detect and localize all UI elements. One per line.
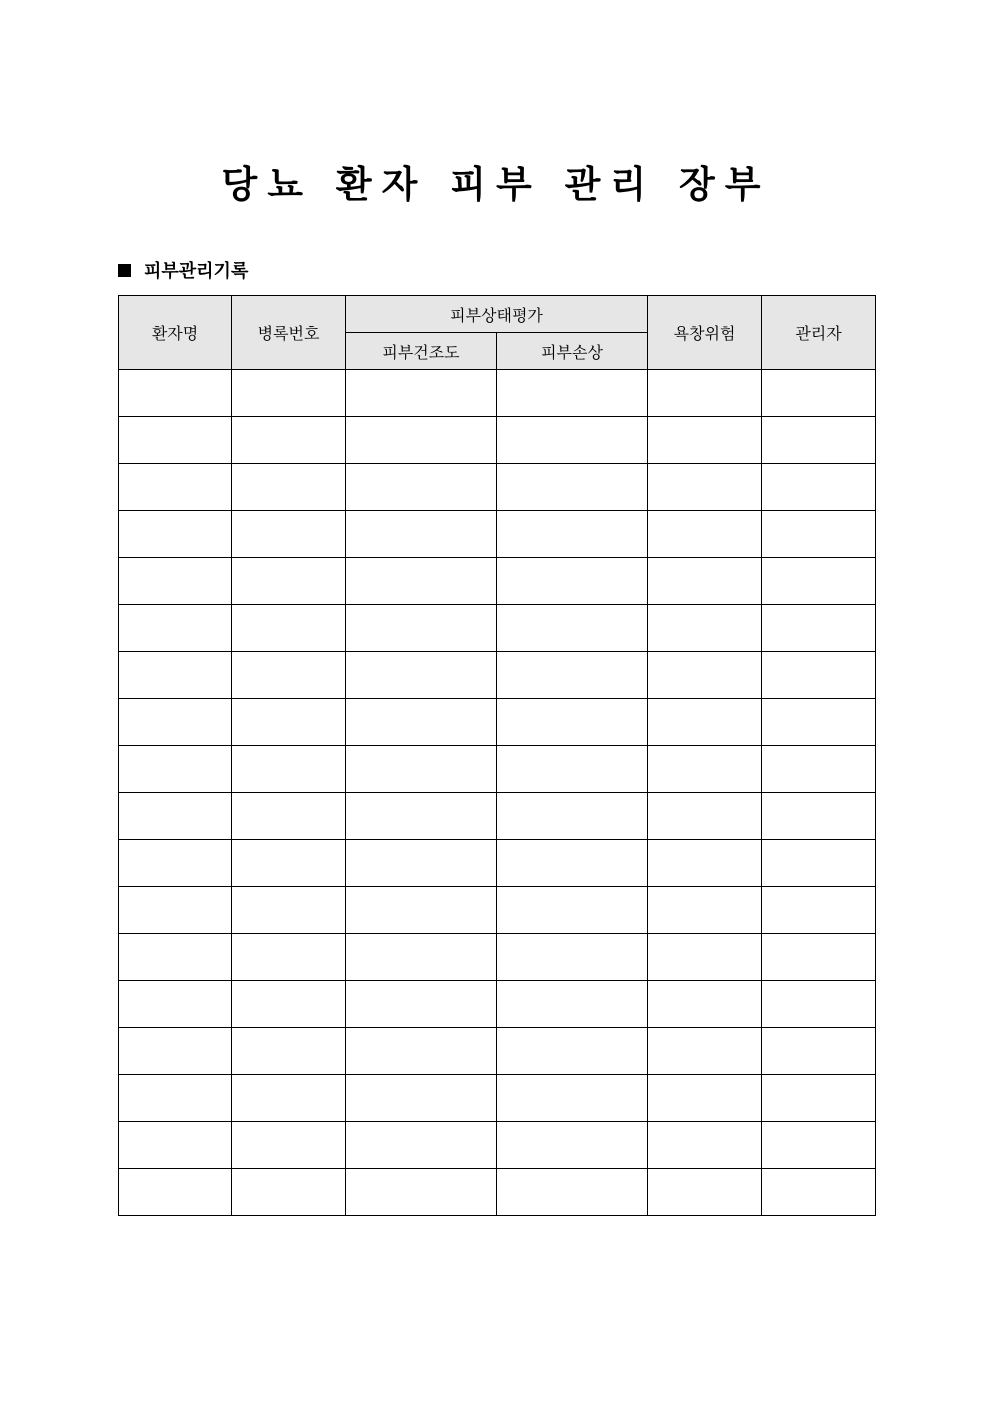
cell-room-number[interactable] (232, 1122, 346, 1169)
cell-manager[interactable] (762, 981, 876, 1028)
cell-skin-dryness[interactable] (346, 981, 497, 1028)
cell-room-number[interactable] (232, 746, 346, 793)
cell-manager[interactable] (762, 1122, 876, 1169)
cell-pressure-sore-risk[interactable] (648, 1028, 762, 1075)
cell-manager[interactable] (762, 746, 876, 793)
table-row (119, 417, 876, 464)
cell-skin-damage[interactable] (497, 558, 648, 605)
header-room-number: 병록번호 (232, 296, 346, 370)
cell-skin-damage[interactable] (497, 1169, 648, 1216)
header-pressure-sore-risk: 욕창위험 (648, 296, 762, 370)
cell-pressure-sore-risk[interactable] (648, 417, 762, 464)
cell-room-number[interactable] (232, 558, 346, 605)
table-row (119, 934, 876, 981)
cell-pressure-sore-risk[interactable] (648, 934, 762, 981)
cell-patient-name[interactable] (119, 746, 232, 793)
cell-manager[interactable] (762, 1075, 876, 1122)
cell-room-number[interactable] (232, 793, 346, 840)
cell-pressure-sore-risk[interactable] (648, 981, 762, 1028)
cell-room-number[interactable] (232, 511, 346, 558)
cell-skin-damage[interactable] (497, 652, 648, 699)
cell-pressure-sore-risk[interactable] (648, 840, 762, 887)
cell-pressure-sore-risk[interactable] (648, 793, 762, 840)
table-row (119, 699, 876, 746)
table-row (119, 887, 876, 934)
cell-skin-dryness[interactable] (346, 746, 497, 793)
cell-patient-name[interactable] (119, 1075, 232, 1122)
table-row (119, 1028, 876, 1075)
cell-skin-dryness[interactable] (346, 370, 497, 417)
table-row (119, 511, 876, 558)
table-body (119, 370, 876, 1216)
cell-skin-dryness[interactable] (346, 699, 497, 746)
cell-manager[interactable] (762, 934, 876, 981)
cell-patient-name[interactable] (119, 1028, 232, 1075)
cell-patient-name[interactable] (119, 793, 232, 840)
cell-skin-dryness[interactable] (346, 652, 497, 699)
cell-patient-name[interactable] (119, 1122, 232, 1169)
cell-pressure-sore-risk[interactable] (648, 511, 762, 558)
cell-skin-damage[interactable] (497, 605, 648, 652)
cell-skin-dryness[interactable] (346, 840, 497, 887)
cell-skin-damage[interactable] (497, 887, 648, 934)
cell-patient-name[interactable] (119, 934, 232, 981)
cell-skin-damage[interactable] (497, 511, 648, 558)
cell-patient-name[interactable] (119, 887, 232, 934)
cell-manager[interactable] (762, 605, 876, 652)
cell-pressure-sore-risk[interactable] (648, 464, 762, 511)
cell-room-number[interactable] (232, 699, 346, 746)
table-row (119, 746, 876, 793)
cell-pressure-sore-risk[interactable] (648, 370, 762, 417)
cell-manager[interactable] (762, 1028, 876, 1075)
cell-pressure-sore-risk[interactable] (648, 652, 762, 699)
cell-skin-damage[interactable] (497, 793, 648, 840)
header-skin-dryness: 피부건조도 (346, 333, 497, 370)
cell-manager[interactable] (762, 511, 876, 558)
cell-skin-damage[interactable] (497, 746, 648, 793)
cell-patient-name[interactable] (119, 511, 232, 558)
skin-care-record-table (118, 295, 876, 1216)
cell-manager[interactable] (762, 370, 876, 417)
cell-skin-damage[interactable] (497, 417, 648, 464)
cell-manager[interactable] (762, 464, 876, 511)
cell-room-number[interactable] (232, 605, 346, 652)
cell-pressure-sore-risk[interactable] (648, 746, 762, 793)
cell-manager[interactable] (762, 840, 876, 887)
cell-skin-damage[interactable] (497, 1075, 648, 1122)
cell-patient-name[interactable] (119, 1169, 232, 1216)
cell-room-number[interactable] (232, 840, 346, 887)
cell-skin-dryness[interactable] (346, 934, 497, 981)
cell-manager[interactable] (762, 652, 876, 699)
cell-skin-dryness[interactable] (346, 1075, 497, 1122)
cell-skin-dryness[interactable] (346, 511, 497, 558)
table-header (119, 296, 876, 370)
cell-skin-dryness[interactable] (346, 1028, 497, 1075)
table-row (119, 652, 876, 699)
cell-skin-damage[interactable] (497, 1122, 648, 1169)
cell-patient-name[interactable] (119, 652, 232, 699)
cell-patient-name[interactable] (119, 840, 232, 887)
cell-skin-damage[interactable] (497, 699, 648, 746)
cell-skin-damage[interactable] (497, 464, 648, 511)
cell-skin-dryness[interactable] (346, 887, 497, 934)
cell-skin-dryness[interactable] (346, 464, 497, 511)
cell-pressure-sore-risk[interactable] (648, 1122, 762, 1169)
table-row (119, 840, 876, 887)
cell-skin-dryness[interactable] (346, 417, 497, 464)
cell-manager[interactable] (762, 793, 876, 840)
cell-patient-name[interactable] (119, 981, 232, 1028)
document-title: 당뇨 환자 피부 관리 장부 (221, 163, 771, 206)
table-row (119, 1075, 876, 1122)
cell-room-number[interactable] (232, 1169, 346, 1216)
cell-skin-damage[interactable] (497, 840, 648, 887)
cell-skin-damage[interactable] (497, 370, 648, 417)
cell-skin-dryness[interactable] (346, 1169, 497, 1216)
cell-manager[interactable] (762, 887, 876, 934)
table-row (119, 793, 876, 840)
table-row (119, 981, 876, 1028)
cell-patient-name[interactable] (119, 699, 232, 746)
cell-skin-damage[interactable] (497, 981, 648, 1028)
square-bullet-icon (118, 264, 131, 277)
cell-pressure-sore-risk[interactable] (648, 558, 762, 605)
cell-skin-dryness[interactable] (346, 793, 497, 840)
header-skin-assessment: 피부상태평가 (346, 296, 648, 333)
header-row (119, 296, 876, 333)
table-row (119, 605, 876, 652)
cell-room-number[interactable] (232, 1028, 346, 1075)
cell-patient-name[interactable] (119, 558, 232, 605)
cell-patient-name[interactable] (119, 464, 232, 511)
cell-manager[interactable] (762, 558, 876, 605)
cell-pressure-sore-risk[interactable] (648, 1169, 762, 1216)
section-heading (118, 258, 248, 282)
cell-room-number[interactable] (232, 1075, 346, 1122)
cell-pressure-sore-risk[interactable] (648, 1075, 762, 1122)
cell-room-number[interactable] (232, 887, 346, 934)
cell-skin-dryness[interactable] (346, 605, 497, 652)
cell-room-number[interactable] (232, 652, 346, 699)
table-row (119, 1169, 876, 1216)
cell-patient-name[interactable] (119, 370, 232, 417)
cell-pressure-sore-risk[interactable] (648, 605, 762, 652)
cell-skin-dryness[interactable] (346, 1122, 497, 1169)
cell-manager[interactable] (762, 1169, 876, 1216)
table-row (119, 1122, 876, 1169)
cell-room-number[interactable] (232, 464, 346, 511)
table-row (119, 464, 876, 511)
header-patient-name: 환자명 (119, 296, 232, 370)
cell-pressure-sore-risk[interactable] (648, 699, 762, 746)
table-row (119, 370, 876, 417)
cell-skin-damage[interactable] (497, 934, 648, 981)
header-skin-damage: 피부손상 (497, 333, 648, 370)
cell-room-number[interactable] (232, 417, 346, 464)
header-manager: 관리자 (762, 296, 876, 370)
cell-room-number[interactable] (232, 370, 346, 417)
section-heading-label: 피부관리기록 (144, 261, 249, 282)
cell-room-number[interactable] (232, 934, 346, 981)
cell-patient-name[interactable] (119, 417, 232, 464)
cell-skin-dryness[interactable] (346, 558, 497, 605)
table-row (119, 558, 876, 605)
cell-patient-name[interactable] (119, 605, 232, 652)
cell-manager[interactable] (762, 699, 876, 746)
cell-pressure-sore-risk[interactable] (648, 887, 762, 934)
cell-manager[interactable] (762, 417, 876, 464)
cell-room-number[interactable] (232, 981, 346, 1028)
cell-skin-damage[interactable] (497, 1028, 648, 1075)
